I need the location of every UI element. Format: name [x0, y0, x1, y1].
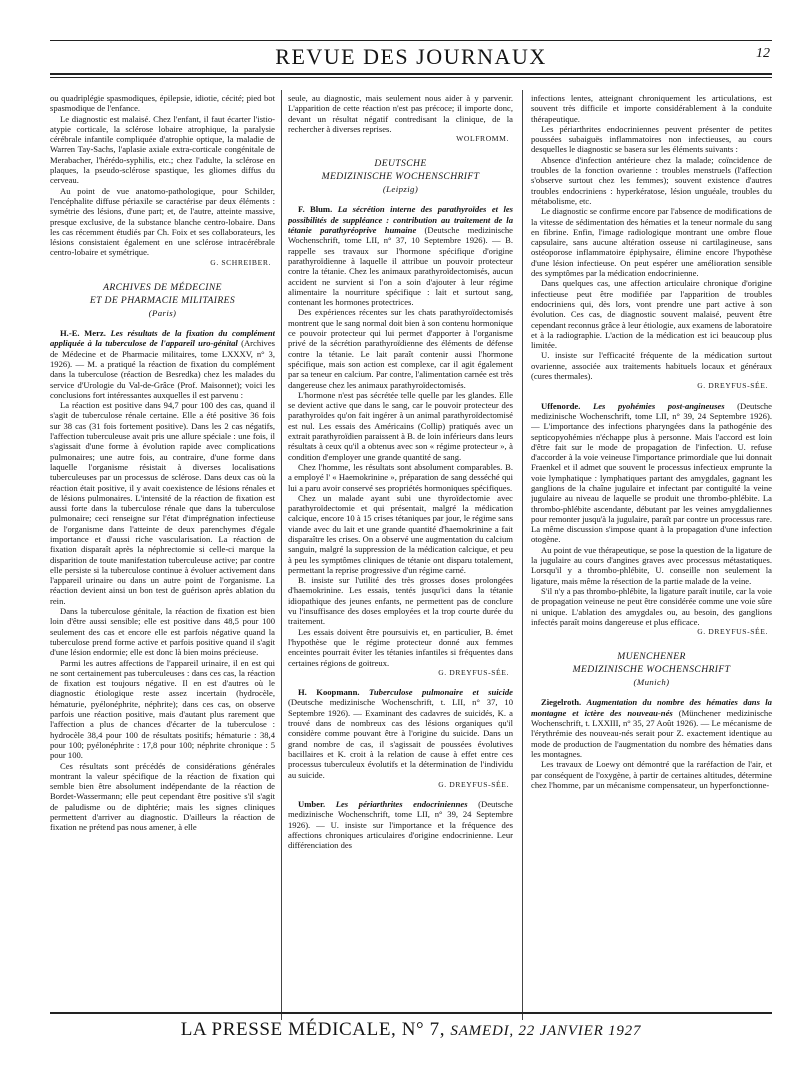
article-paragraph: Au point de vue thérapeutique, se pose la question de la ligature de la jugulaire au cours d'angines graves avec processus métastatiques. Lorsqu'il y a thrombo-phlébite, U. conseille non seulement la ligature, mais même la résection de la partie malade de la veine.	[531, 544, 772, 586]
article-lead	[288, 204, 513, 307]
article-reference: (Münchener medizinische Wochenschrift, t. LXXIII, n° 35, 27 Août 1926). — Le mécanisme de l'érythrémie des nouveau-nés serait pour Z. exactement identique au mode de production de l'augmentation du nombre des hématies dans les montagnes.	[531, 707, 772, 759]
article-title: Tuberculose pulmonaire et suicide	[368, 687, 513, 698]
article-reference: (Deutsche medizinische Wochenschrift, tome LII, n° 37, 10 Septembre 1926). — B. rappelle ses travaux sur l'hormone spécifique d'origine parathyroïdienne à laquelle il attribue un pouvoir protecteur contre la tétanie. Chez les animaux parathyroïdectomisés, aucun accident ne survient si l'on a soin d'ajouter à leur régime alimentaire la nourriture spécifique : lait et surtout sang, contenant les hormones protectrices.	[288, 225, 513, 308]
column-separator-2	[522, 90, 523, 1020]
article-author: H. Koopmann.	[298, 687, 360, 698]
article-signature: G. DREYFUS-SÉE.	[438, 779, 509, 789]
journal-city: (Leipzig)	[382, 184, 419, 195]
column-1	[50, 93, 275, 1022]
col1-paragraph: Le diagnostic est malaisé. Chez l'enfant, il faut écarter l'istio-atypie corticale, la sclérose lobaire atrophique, la paralysie cérébrale infantile compliquée d'atrophie optique, la maladie de Warren Tay-Sachs, l'aplasie axiale extra-corticale congénitale de Merabacher, l'hérédo-syphilis, etc.; chez l'adulte, la sclérose en plaques, la pseudo-sclérose spastique, les gliomes diffus du cerveau.	[50, 113, 275, 186]
journal-name: MEDIZINISCHE WOCHENSCHRIFT	[572, 664, 731, 676]
journal-city: (Munich)	[633, 677, 670, 688]
article-paragraph: La réaction est positive dans 94,7 pour 100 des cas, quand il s'agit de tuberculose rénale certaine. Elle a été positive 36 fois sur 38 cas (31 fois fortement positive). Dans les 2 cas négatifs, l'affection tuberculeuse avait pris une allure spéciale : une fois, il s'agissait d'une forme à évolution rapide avec complications pulmonaires; une autre fois, au contraire, d'une forme dans laquelle l'organisme résistait à diverses localisations tuberculeuses par un processus de sclérose. Dans deux cas où la réaction était positive, il y avait coexistence de lésions rénales et de lésions pulmonaires. L'intensité de la réaction de fixation est aussi forte dans la tuberculose rénale que dans la tuberculose pulmonaire; ceci renseigne sur l'état d'imprégnation infectieuse de l'organisme dans l'atteinte de deux parenchymes d'égale importance et d'aussi riche vascularisation. La réaction de fixation disparaît après la néphrectomie si celle-ci marque la disparition de toute manifestation tuberculeuse active; par contre elle persiste si la tuberculose continue à évoluer activement dans l'appareil urinaire ou dans un autre point de l'organisme. La réaction devient ainsi un bon test de guérison après ablation du rein.	[50, 400, 275, 606]
article-paragraph: Chez l'homme, les résultats sont absolument comparables. B. a employé l' « Haemokrinine », préparation de sang desséché qui lui a paru avoir conservé ses propriétés hormoniques spécifiques.	[288, 461, 513, 493]
article-paragraph: Des expériences récentes sur les chats parathyroïdectomisés montrent que le sang normal doit bien à son contenu hormonique ce pouvoir protecteur qui lui permet d'apporter à l'organisme privé de la sécrétion parathyroïdienne des éléments de défense contre la tétanie. Le lait paraît contenir aussi l'hormone spécifique, mais son action est complexe, car il agit également par sa teneur en calcium. Par contre, l'alimentation carnée est très dangereuse chez les animaux parathyroïdectomisés.	[288, 307, 513, 390]
col1-paragraph: Au point de vue anatomo-pathologique, pour Schilder, l'encéphalite diffuse périaxile se caractérise par deux éléments : symétrie des lésions, d'une part; et, de l'autre, atteinte massive, presque exclusive, de la substance blanche centro-lobaire. Dans les cas récemment étudiés par Ch. Foix et ses collaborateurs, les lésions consistaient également en une sclérose intracérébrale centro-lobaire et symétrique.	[50, 185, 275, 258]
article-author: Uffenorde.	[541, 400, 581, 411]
article-author: H.-E. Merz.	[60, 328, 106, 339]
article-paragraph: Parmi les autres affections de l'appareil urinaire, il en est qui ne sont certainement pas tuberculeuses : dans ces cas, la réaction de fixation est toujours négative. Il en est d'autres où le diagnostic étiologique reste assez incertain (hydrocèle, hématurie, pyélonéphrite, néphrite); dans ces cas, on observe parfois une réaction positive, mais d'autant plus rarement que l'affection a plus de chances d'écarter de la tuberculose : hydrocèle 38,4 pour 100 de résultats positifs; hématurie : 38,4 pour 100; pyélonéphrite : 17,8 pour 100; néphrite chronique : 5 pour 100.	[50, 657, 275, 761]
article-title: La sécrétion interne des parathyroïdes et les possibilités de suppléance : contribution au traitement de la tétanie parathyréoprive humaine	[288, 204, 513, 236]
article-lead	[288, 687, 513, 780]
journal-name: ET DE PHARMACIE MILITAIRES	[89, 295, 236, 307]
journal-section-heading	[50, 281, 275, 320]
article-paragraph: Les essais doivent être poursuivis et, en particulier, B. émet l'hypothèse que le régime protecteur donné aux femmes enceintes pourrait éviter les tétanies infantiles si fréquentes dans certaines régions de goitreux.	[288, 626, 513, 668]
journal-section-heading	[531, 650, 772, 689]
article-reference: (Deutsche medizinische Wochenschrift, t. LII, n° 37, 10 Septembre 1926). — Examinant des cadavres de suicidés, K. a trouvé dans de nombreux cas des lésions organiques qu'il considère comme pouvant être à l'origine du suicide. Dans un grand nombre de cas, il s'agissait de poussées évolutives bacillaires et K. croit à la relation de cause à effet entre ces processus tuberculeux évolutifs et la détermination de l'individu au suicide.	[288, 697, 513, 780]
col3-paragraph: U. insiste sur l'efficacité fréquente de la médication surtout ovarienne, associée aux traitements habituels locaux et généraux (cures thermales).	[531, 350, 772, 382]
journal-name: MEDIZINISCHE WOCHENSCHRIFT	[321, 171, 480, 183]
article-lead	[531, 697, 772, 759]
page-footer	[50, 1016, 772, 1044]
article-signature: WOLFROMM.	[456, 134, 509, 144]
running-title: REVUE DES JOURNAUX	[275, 44, 547, 69]
col3-paragraph: Absence d'infection antérieure chez la malade; coïncidence de troubles de la fonction ovarienne : troubles menstruels (l'affection s'observe surtout chez les femmes); souvent existence d'autres troubles endocriniens : hyperkératose, lésion unguéale, troubles du métabolisme, etc.	[531, 154, 772, 206]
article-paragraph: B. insiste sur l'utilité des très grosses doses prolongées d'haemokrinine. Les essais, tentés jusqu'ici dans la tétanie idiopathique des jeunes enfants, ne permettent pas de conclure vu l'insuffisance des doses employées et la trop courte durée du traitement.	[288, 575, 513, 627]
article-author: F. Blum.	[298, 204, 333, 215]
column-3	[531, 93, 772, 1022]
article-paragraph: Ces résultats sont précédés de considérations générales montrant la valeur spécifique de la réaction de fixation qui semble bien être absolument indépendante de la réaction de Bordet-Wassermann; elle peut cependant être positive s'il s'agit de paludisme ou de diphtérie; mais les signes cliniques permettent d'arriver au diagnostic. D'ailleurs la réaction de fixation ne prétend pas nous amener, à elle	[50, 760, 275, 833]
article-signature: G. DREYFUS-SÉE.	[438, 667, 509, 677]
article-paragraph: Dans la tuberculose génitale, la réaction de fixation est bien loin d'être aussi sensible; elle est positive dans 48,5 pour 100 seulement des cas et encore elle est parfois négative quand la tuberculose prend forme active et parfois positive quand il s'agit d'une lésion endormie; elle est donc là bien moins précieuse.	[50, 606, 275, 658]
article-lead	[531, 401, 772, 545]
col3-paragraph: infections lentes, atteignant chroniquement les articulations, est souvent très difficile et importe considérablement à la conduite thérapeutique.	[531, 93, 772, 124]
article-signature: G. DREYFUS-SÉE.	[697, 381, 768, 391]
article-author: Umber.	[298, 799, 326, 810]
footer-rule	[50, 1012, 772, 1014]
article-paragraph: Les travaux de Loewy ont démontré que la raréfaction de l'air, et par conséquent de l'oxygène, à partir de certaines altitudes, détermine chez l'homme, par un mécanisme compensateur, un hyperfonctionne-	[531, 759, 772, 790]
page-header	[50, 44, 772, 70]
col3-paragraph: Les périarthrites endocriniennes peuvent présenter de petites poussées subaiguës inflammatoires non infectieuses, au cours desquelles le diagnostic se basera sur les éléments suivants :	[531, 123, 772, 155]
article-paragraph: S'il n'y a pas thrombo-phlébite, la ligature paraît inutile, car la voie de propagation veineuse ne peut être considérée comme une voie sûre ni unique. L'ablation des amygdales ou, au besoin, des ganglions infectés paraît moins dangereuse et plus efficace.	[531, 585, 772, 627]
article-lead	[288, 799, 513, 850]
header-rule-bottom	[50, 73, 772, 75]
column-separator-1	[281, 90, 282, 1020]
article-paragraph: L'hormone n'est pas sécrétée telle quelle par les glandes. Elle se devient active que dans le sang, car le pouvoir protecteur des parathyroïdes qu'on fait ingérer à un animal parathyroïdectomisé est nul. Les essais des Américains (Collip) pratiqués avec un extrait parathyroïdien paraissent à B. de loin inférieurs dans leurs résultats à ceux qu'il a obtenus avec son « régime protecteur », à condition d'employer une grande quantité de sang.	[288, 389, 513, 462]
col3-paragraph: Dans quelques cas, une affection articulaire chronique d'origine infectieuse peut être modifiée par l'apparition de troubles endocriniens qui, dès lors, vont prendre une part active à son évolution. Ces cas, de diagnostic souvent malaisé, peuvent être cependant reconnus grâce à leur étiologie, aux examens de laboratoire et à la radiographie. L'action de la médication est ici beaucoup plus limitée.	[531, 278, 772, 351]
footer-journal: LA PRESSE MÉDICALE, N° 7,	[180, 1019, 446, 1040]
journal-name: MUENCHENER	[617, 651, 686, 663]
article-author: Ziegelroth.	[541, 697, 582, 708]
article-title: Les résultats de la fixation du complément appliquée à la tuberculose de l'appareil uro-génital	[50, 328, 275, 349]
col3-paragraph: Le diagnostic se confirme encore par l'absence de modifications de la vitesse de sédimentation des hématies et la teneur normale du sang en fibrine. Enfin, l'image radiologique montrant une ombre floue capsulaire, sans aucune altération osseuse ni cartilagineuse, sans ostéoporose inflammatoire épiphysaire, élimine encore l'hypothèse d'une lésion infectieuse. On peut espérer une amélioration sensible des symptômes par la médication endocrinienne.	[531, 206, 772, 279]
article-reference: (Deutsche medizinische Wochenschrift, tome LII, n° 39, 24 Septembre 1926). — U. insiste sur l'importance et la fréquence des affections chroniques articulaires d'origine endocrinienne. Leur différenciation des	[288, 799, 513, 851]
article-title: Augmentation du nombre des hématies dans la montagne et ictère des nouveau-nés	[531, 697, 772, 718]
journal-section-heading	[288, 157, 513, 196]
article-title: Les pyohémies post-angineuses	[592, 400, 725, 411]
header-rule-thin	[50, 77, 772, 78]
page-number: 12	[756, 46, 770, 61]
article-reference: (Archives de Médecine et de Pharmacie militaires, tome LXXXV, n° 3, 1926). — M. a pratiqué la réaction de fixation du complément dans la tuberculose (réaction de Besredka) chez les malades du service d'Urologie du Val-de-Grâce (Prof. Maisonnet); voici les conclusions fort intéressantes auxquelles il est parvenu :	[50, 338, 275, 400]
footer-journal-line	[50, 1016, 772, 1045]
article-reference: (Deutsche medizinische Wochenschrift, tome LII, n° 39, 24 Septembre 1926). — L'importance des infections pharyngées dans la pathogénie des septicopyohémies n'échappe plus à personne. Mais l'accord est loin d'être fait sur le mode de propagation de l'infection. U. refuse d'accorder à la voie veineuse l'importance primordiale que lui donnait Fraenkel et il admet que souvent le processus infectieux emprunte la voie lymphatique : lymphatiques partant des amygdales, gagnant les ganglions de la chaîne jugulaire et infectant par contiguïté la veine jugulaire au niveau de laquelle se produit une thrombo-phlébite. La thrombo-phlébite ascendante, débutant par les veines amygdaliennes pour remonter jusqu'à la jugulaire, paraît par contre un processus rare. La même discussion s'impose quant à la propagation d'une infection otogène.	[531, 400, 772, 545]
footer-date: SAMEDI, 22 JANVIER 1927	[450, 1023, 642, 1039]
column-2	[288, 93, 513, 1022]
article-lead	[50, 328, 275, 400]
journal-name: DEUTSCHE	[374, 158, 427, 170]
article-paragraph: Chez un malade ayant subi une thyroïdectomie avec parathyroïdectomie et qui présentait, malgré la médication calcique, encore 10 à 15 crises tétaniques par jour, le régime sans viande avec du lait et une grande quantité d'haemokrinine a fait disparaître les crises. On a observé une augmentation du calcium sanguin, malgré la suppression de la médication calcique, et peu à peu les symptômes cliniques de tétanie ont disparu totalement, permettant la reprise progressive d'un régime carné.	[288, 492, 513, 575]
article-signature: G. DREYFUS-SÉE.	[697, 627, 768, 637]
journal-name: ARCHIVES DE MÉDECINE	[103, 282, 222, 294]
header-rule-top	[50, 40, 772, 41]
article-title: Les périarthrites endocriniennes	[335, 799, 468, 810]
journal-city: (Paris)	[148, 308, 177, 319]
article-signature: G. SCHREIBER.	[210, 257, 271, 267]
col1-paragraph: ou quadriplégie spasmodiques, épilepsie, idiotie, cécité; pied bot spasmodique de l'enfance.	[50, 93, 275, 114]
col2-paragraph: seule, au diagnostic, mais seulement nous aider à y parvenir. L'apparition de cette réaction n'est pas précoce; il importe donc, devant un résultat négatif contredisant la clinique, de la rechercher à diverses reprises.	[288, 93, 513, 134]
